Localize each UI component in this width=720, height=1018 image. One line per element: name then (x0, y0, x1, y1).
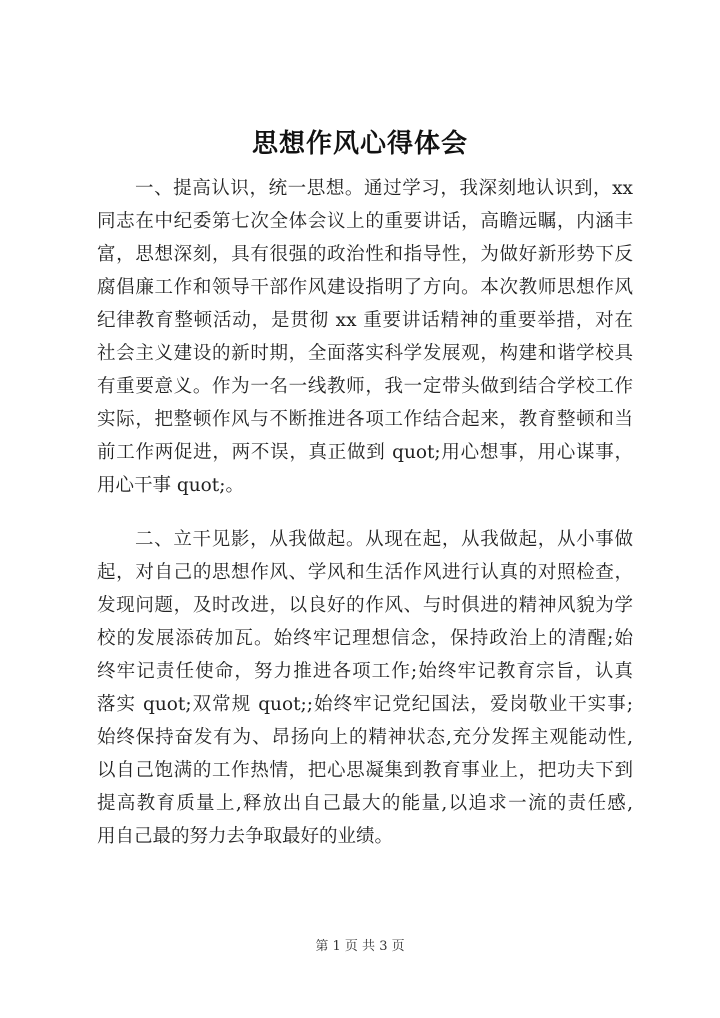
document-body (97, 172, 633, 853)
text-line: 起，对自己的思想作风、学风和生活作风进行认真的对照检查， (97, 562, 633, 583)
text-line: 富，思想深刻，具有很强的政治性和指导性，为做好新形势下反 (97, 244, 633, 265)
text-line: 一、提高认识，统一思想。通过学习，我深刻地认识到，xx (135, 178, 633, 199)
text-line: 纪律教育整顿活动，是贯彻 xx 重要讲话精神的重要举措，对在 (97, 310, 633, 331)
text-line: 用自己最的努力去争取最好的业绩。 (97, 826, 394, 847)
document-title: 思想作风心得体会 (251, 129, 468, 159)
text-line: 实际，把整顿作风与不断推进各项工作结合起来，教育整顿和当 (97, 409, 633, 430)
text-line: 终牢记责任使命，努力推进各项工作;始终牢记教育宗旨，认真 (97, 661, 633, 682)
text-line: 有重要意义。作为一名一线教师，我一定带头做到结合学校工作 (97, 376, 633, 397)
page-number-footer: 第 1 页 共 3 页 (315, 939, 405, 954)
text-line: 腐倡廉工作和领导干部作风建设指明了方向。本次教师思想作风 (97, 277, 633, 298)
text-line: 二、立干见影，从我做起。从现在起，从我做起，从小事做 (135, 529, 633, 550)
text-line: 校的发展添砖加瓦。始终牢记理想信念，保持政治上的清醒;始 (97, 628, 633, 649)
text-line: 同志在中纪委第七次全体会议上的重要讲话，高瞻远瞩，内涵丰 (97, 211, 633, 232)
text-line: 用心干事 quot;。 (97, 475, 244, 496)
paragraph-2 (97, 523, 633, 853)
text-line: 提高教育质量上,释放出自己最大的能量,以追求一流的责任感, (97, 793, 633, 814)
text-line: 前工作两促进，两不误，真正做到 quot;用心想事，用心谋事， (97, 442, 633, 463)
text-line: 社会主义建设的新时期，全面落实科学发展观，构建和谐学校具 (97, 343, 633, 364)
text-line: 以自己饱满的工作热情，把心思凝集到教育事业上，把功夫下到 (97, 760, 633, 781)
text-line: 发现问题，及时改进，以良好的作风、与时俱进的精神风貌为学 (97, 595, 633, 616)
text-line: 落实 quot;双常规 quot;;始终牢记党纪国法，爱岗敬业干实事; (97, 694, 633, 715)
paragraph-1 (97, 172, 633, 502)
text-line: 始终保持奋发有为、昂扬向上的精神状态,充分发挥主观能动性, (97, 727, 633, 748)
paragraph-spacer (97, 502, 633, 523)
